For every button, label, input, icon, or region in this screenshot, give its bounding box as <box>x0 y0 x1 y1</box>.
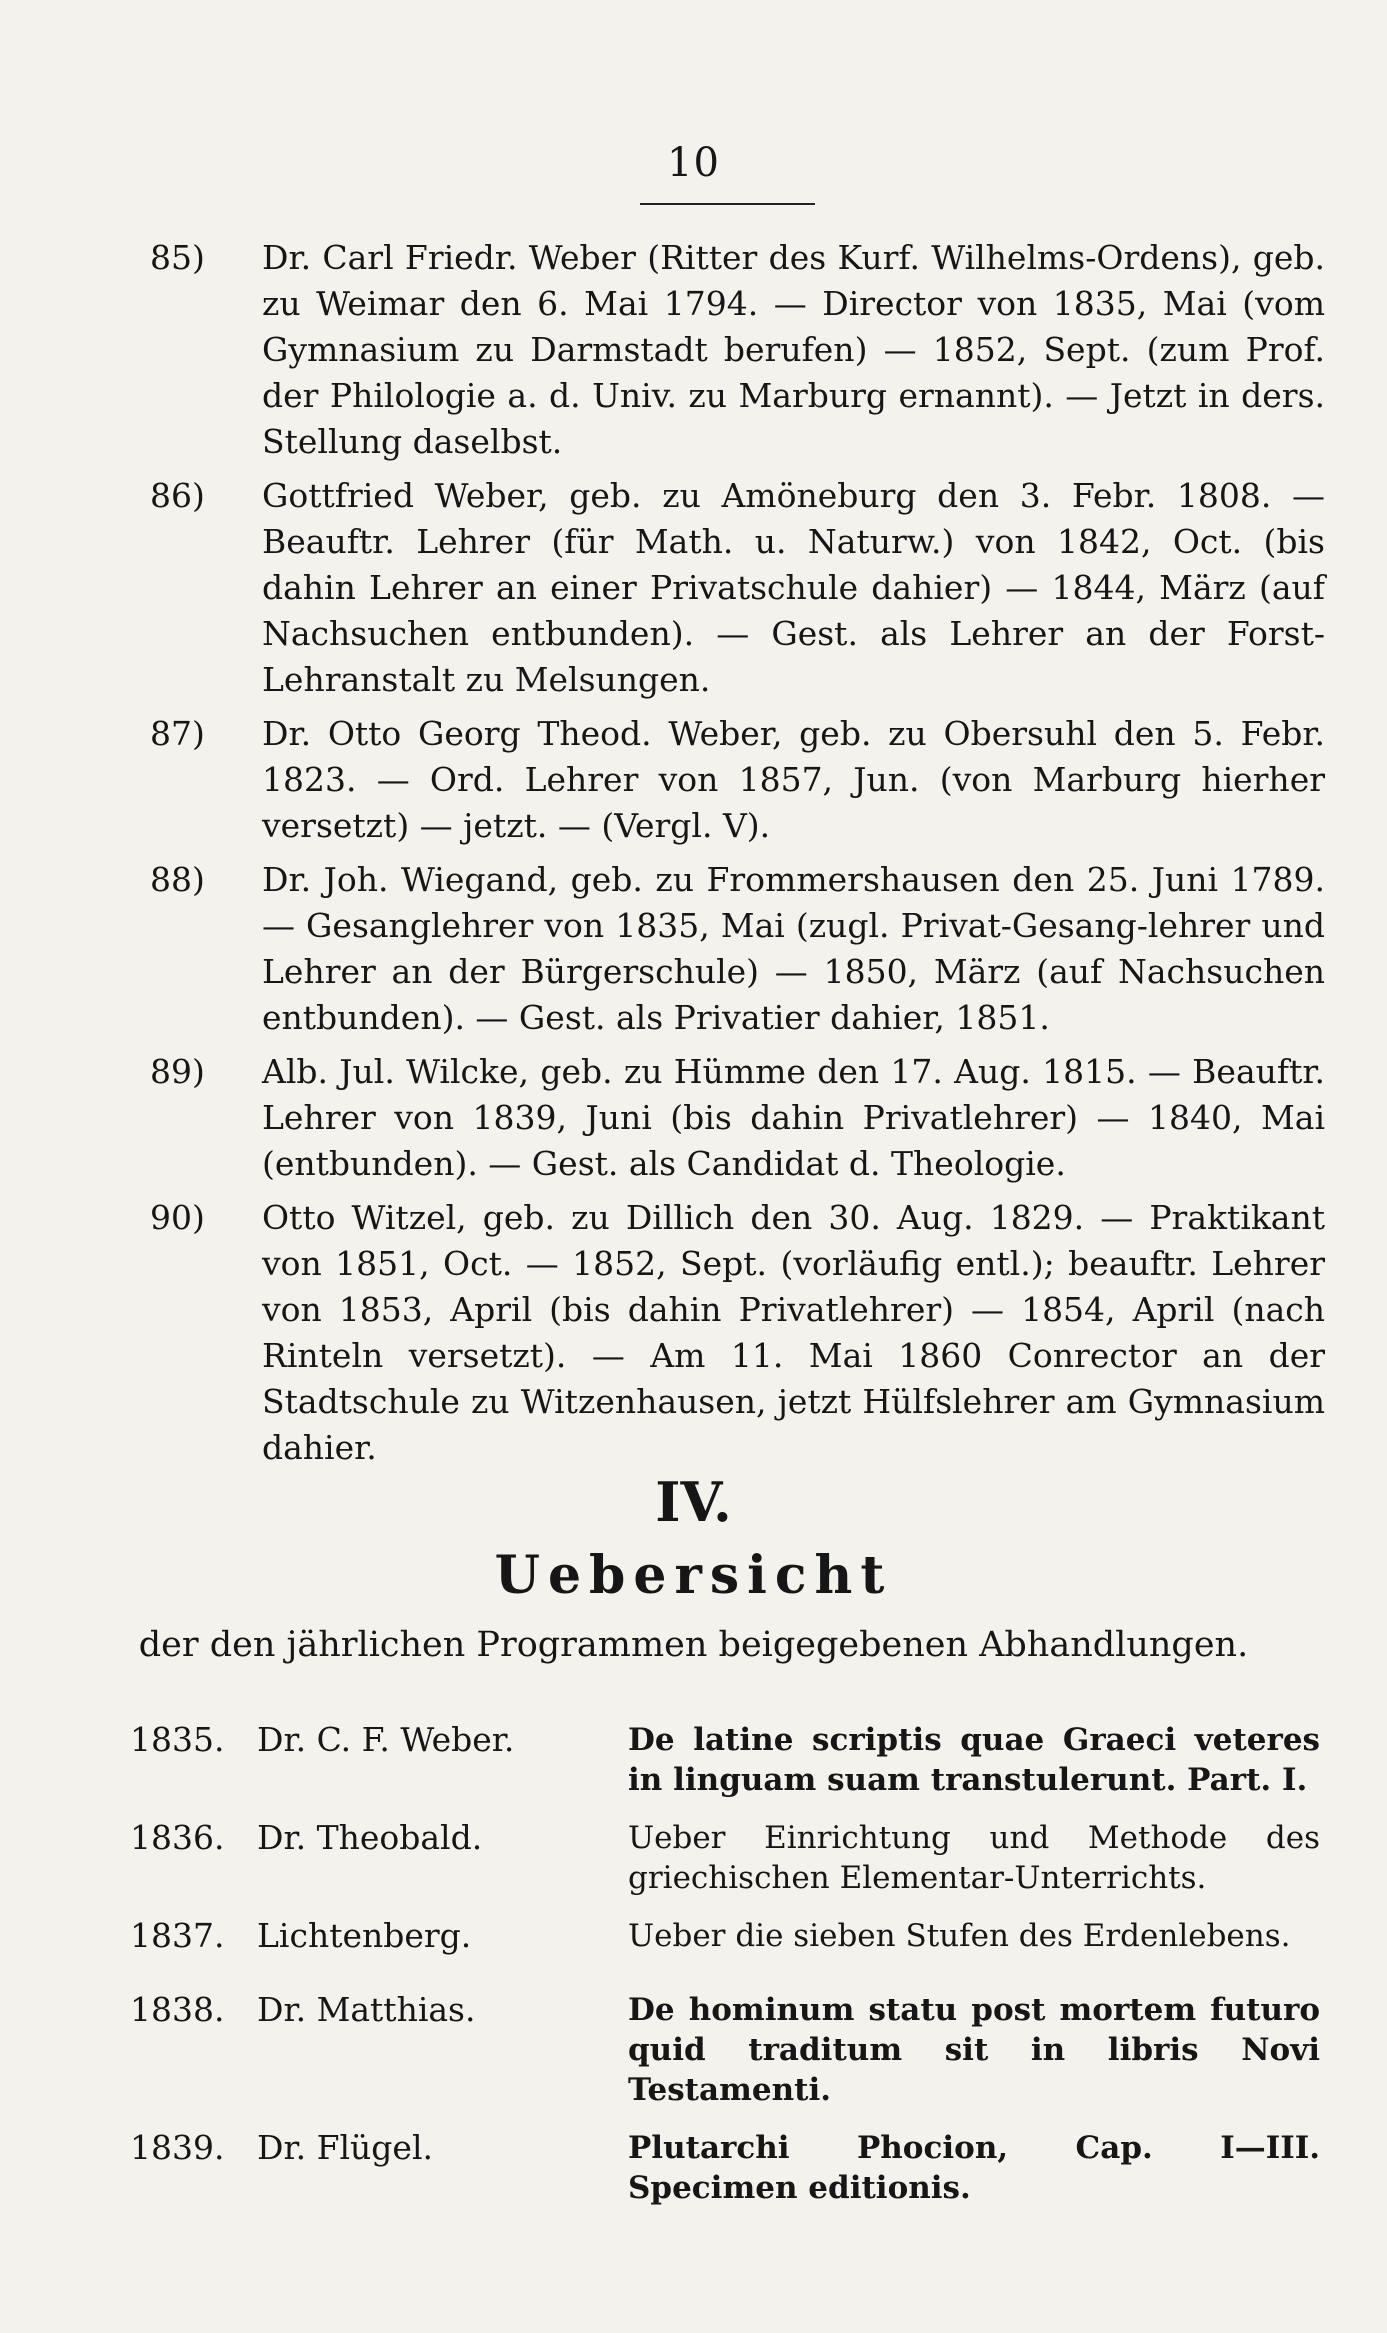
program-author: Dr. C. F. Weber. <box>257 1720 515 1759</box>
section-number: IV. <box>655 1470 732 1534</box>
program-author: Lichtenberg. <box>257 1916 472 1955</box>
table-row <box>130 2128 1320 2208</box>
list-item <box>150 1195 1325 1471</box>
entry-text: Alb. Jul. Wilcke, geb. zu Hümme den 17. Aug. 1815. — Beauftr. Lehrer von 1839, Juni (bis dahin Privatlehrer) — 1840, Mai (entbunden). — Gest. als Candidat d. Theologie. <box>262 1052 1325 1183</box>
entry-text: Gottfried Weber, geb. zu Amöneburg den 3. Febr. 1808. — Beauftr. Lehrer (für Math. u. Naturw.) von 1842, Oct. (bis dahin Lehrer an einer Privatschule dahier) — 1844, März (auf Nachsuchen entbunden). — Gest. als Lehrer an der Forst-Lehranstalt zu Melsungen. <box>262 476 1325 699</box>
program-title: Ueber Einrichtung und Methode des griechischen Elementar-Unterrichts. <box>628 1820 1320 1896</box>
program-title: De latine scriptis quae Graeci veteres in linguam suam transtulerunt. Part. I. <box>628 1722 1320 1798</box>
program-year: 1839. <box>130 2128 225 2167</box>
entry-number: 87) <box>150 714 205 753</box>
page-number-rule <box>640 203 815 205</box>
teacher-entries-list <box>150 235 1325 1479</box>
section-subtitle: der den jährlichen Programmen beigegebenen Abhandlungen. <box>138 1625 1249 1665</box>
list-item <box>150 857 1325 1041</box>
entry-text: Dr. Joh. Wiegand, geb. zu Frommershausen den 25. Juni 1789. — Gesanglehrer von 1835, Mai (zugl. Privat-Gesang-lehrer und Lehrer an der Bürgerschule) — 1850, März (auf Nachsuchen entbunden). — Gest. als Privatier dahier, 1851. <box>262 860 1325 1037</box>
program-year: 1837. <box>130 1916 225 1955</box>
program-year: 1836. <box>130 1818 225 1857</box>
entry-number: 89) <box>150 1052 205 1091</box>
table-row <box>130 1818 1320 1898</box>
list-item <box>150 711 1325 849</box>
program-author: Dr. Theobald. <box>257 1818 483 1857</box>
entry-number: 90) <box>150 1198 205 1237</box>
table-row <box>130 1916 1320 1972</box>
page-number: 10 <box>667 140 720 186</box>
program-title: Ueber die sieben Stufen des Erdenlebens. <box>628 1918 1291 1954</box>
program-author: Dr. Flügel. <box>257 2128 433 2167</box>
programs-list <box>130 1720 1320 2226</box>
entry-number: 88) <box>150 860 205 899</box>
section-heading: Uebersicht <box>494 1545 893 1606</box>
program-year: 1838. <box>130 1990 225 2029</box>
program-year: 1835. <box>130 1720 225 1759</box>
entry-number: 85) <box>150 238 205 277</box>
entry-number: 86) <box>150 476 205 515</box>
table-row <box>130 1990 1320 2110</box>
list-item <box>150 473 1325 703</box>
table-row <box>130 1720 1320 1800</box>
entry-text: Otto Witzel, geb. zu Dillich den 30. Aug. 1829. — Praktikant von 1851, Oct. — 1852, Sept. (vorläufig entl.); beauftr. Lehrer von 1853, April (bis dahin Privatlehrer) — 1854, April (nach Rinteln versetzt). — Am 11. Mai 1860 Conrector an der Stadtschule zu Witzenhausen, jetzt Hülfslehrer am Gymnasium dahier. <box>262 1198 1325 1467</box>
entry-text: Dr. Otto Georg Theod. Weber, geb. zu Obersuhl den 5. Febr. 1823. — Ord. Lehrer von 1857, Jun. (von Marburg hierher versetzt) — jetzt. — (Vergl. V). <box>262 714 1325 845</box>
program-author: Dr. Matthias. <box>257 1990 476 2029</box>
entry-text: Dr. Carl Friedr. Weber (Ritter des Kurf. Wilhelms-Ordens), geb. zu Weimar den 6. Mai 1794. — Director von 1835, Mai (vom Gymnasium zu Darmstadt berufen) — 1852, Sept. (zum Prof. der Philologie a. d. Univ. zu Marburg ernannt). — Jetzt in ders. Stellung daselbst. <box>262 238 1325 461</box>
program-title: Plutarchi Phocion, Cap. I—III. Specimen editionis. <box>628 2130 1320 2206</box>
list-item <box>150 235 1325 465</box>
list-item <box>150 1049 1325 1187</box>
program-title: De hominum statu post mortem futuro quid traditum sit in libris Novi Testamenti. <box>628 1992 1320 2108</box>
